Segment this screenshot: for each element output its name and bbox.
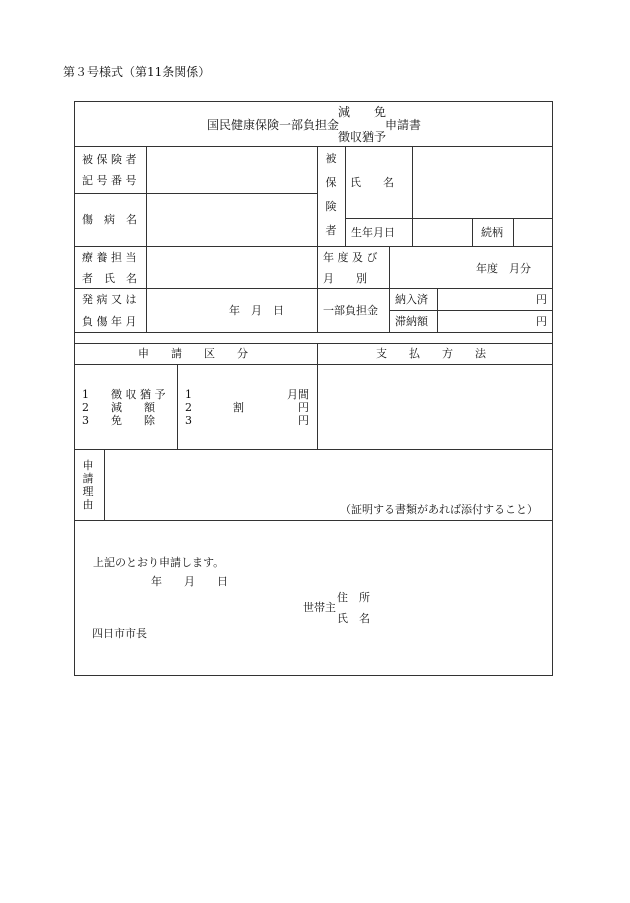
label-head-name: 氏 名	[337, 612, 370, 625]
label-onset-2: 負 傷 年 月	[82, 315, 137, 328]
title-application: 申請書	[385, 118, 422, 132]
section-payment-method: 支 払 方 法	[376, 347, 486, 360]
label-insured-number-2: 記 号 番 号	[82, 174, 137, 187]
title-main: 国民健康保険一部負担金	[207, 118, 340, 132]
paid-yen-unit: 円	[536, 293, 547, 306]
statement: 上記のとおり申請します。	[93, 556, 225, 569]
label-address: 住 所	[337, 591, 370, 604]
addressee: 四日市市長	[92, 627, 147, 640]
label-reason-vertical: 申 請 理 由	[82, 459, 94, 511]
label-fiscal-year-2: 月 別	[323, 272, 367, 285]
label-relationship: 続柄	[481, 226, 503, 239]
onset-date-value: 年 月 日	[229, 304, 284, 317]
form-number: 第３号様式（第11条関係）	[63, 65, 211, 79]
label-insured-vertical: 被 保 険 者	[325, 152, 337, 237]
label-disease-name: 傷 病 名	[82, 213, 137, 226]
application-date: 年 月 日	[151, 575, 228, 588]
label-household-head: 世帯主	[303, 601, 336, 614]
label-fiscal-year-1: 年 度 及 び	[323, 251, 378, 264]
label-care-provider-2: 者 氏 名	[82, 272, 137, 285]
label-paid: 納入済	[395, 293, 428, 306]
label-care-provider-1: 療 養 担 当	[82, 251, 137, 264]
section-application-type: 申 請 区 分	[138, 347, 248, 360]
label-insured-number-1: 被 保 険 者	[82, 153, 137, 166]
label-copayment: 一部負担金	[323, 304, 378, 317]
title-reduction-exemption: 減 免	[338, 105, 387, 119]
overdue-yen-unit: 円	[536, 315, 547, 328]
label-birth-date: 生年月日	[351, 226, 395, 239]
title-deferral: 徴収猶予	[338, 130, 387, 144]
label-overdue: 滞納額	[395, 315, 428, 328]
label-name: 氏 名	[350, 176, 394, 189]
reason-note: （証明する書類があれば添付すること）	[340, 503, 538, 516]
label-onset-1: 発 病 又 は	[82, 293, 137, 306]
fiscal-year-month-value: 年度 月分	[476, 262, 531, 275]
